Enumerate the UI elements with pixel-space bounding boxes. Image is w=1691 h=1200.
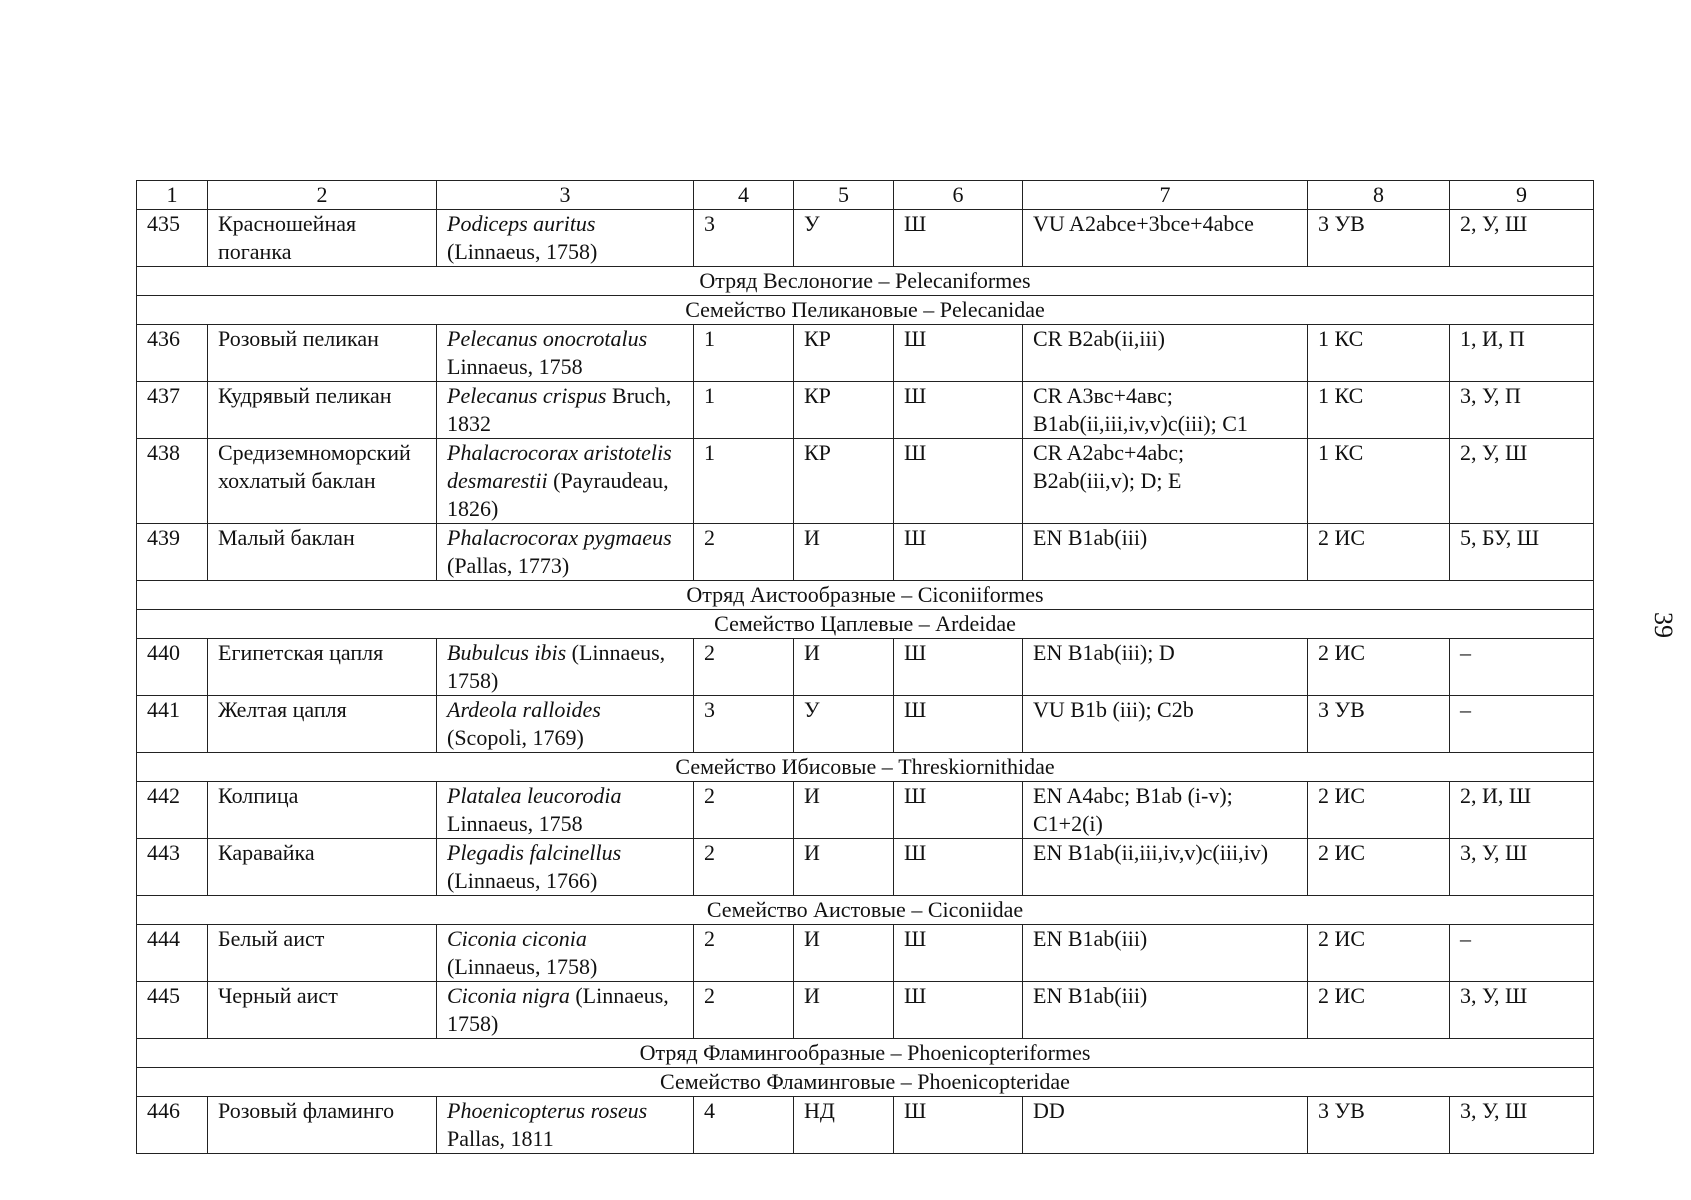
table-row bbox=[137, 982, 1594, 1039]
russian-name bbox=[208, 382, 437, 439]
table-row bbox=[137, 782, 1594, 839]
species-number: 442 bbox=[137, 782, 208, 839]
russian-name bbox=[208, 925, 437, 982]
scientific-name bbox=[437, 982, 694, 1039]
cell-line: EN B1ab(ii,iii,iv,v)c(iii,iv) bbox=[1033, 840, 1269, 865]
species-number: 441 bbox=[137, 696, 208, 753]
latin-name: Phoenicopterus roseus bbox=[447, 1098, 648, 1123]
cell-line: EN B1ab(iii) bbox=[1033, 983, 1148, 1008]
scientific-name bbox=[437, 696, 694, 753]
category-number: 2 bbox=[694, 639, 794, 696]
column-number: 1 bbox=[137, 181, 208, 210]
table-row bbox=[137, 639, 1594, 696]
species-number: 445 bbox=[137, 982, 208, 1039]
column-6-value: Ш bbox=[894, 839, 1023, 896]
author-citation: Linnaeus, 1758 bbox=[447, 811, 583, 836]
column-6-value: Ш bbox=[894, 696, 1023, 753]
column-9-value: – bbox=[1450, 696, 1594, 753]
taxon-group-title: Семейство Фламинговые – Phoenicopteridae bbox=[137, 1068, 1594, 1097]
latin-name: Phalacrocorax aristotelis desmarestii bbox=[447, 440, 672, 493]
latin-name: Pelecanus crispus bbox=[447, 383, 607, 408]
column-6-value: Ш bbox=[894, 925, 1023, 982]
iucn-criteria bbox=[1023, 1097, 1308, 1154]
species-number: 444 bbox=[137, 925, 208, 982]
russian-name bbox=[208, 325, 437, 382]
column-9-value: 1, И, П bbox=[1450, 325, 1594, 382]
iucn-criteria bbox=[1023, 839, 1308, 896]
category-code: У bbox=[794, 210, 894, 267]
latin-name: Phalacrocorax pygmaeus bbox=[447, 525, 672, 550]
species-number: 443 bbox=[137, 839, 208, 896]
taxon-group-row bbox=[137, 896, 1594, 925]
author-citation: (Scopoli, 1769) bbox=[447, 725, 584, 750]
taxon-group-row bbox=[137, 1068, 1594, 1097]
category-code: НД bbox=[794, 1097, 894, 1154]
category-number: 2 bbox=[694, 839, 794, 896]
column-number: 4 bbox=[694, 181, 794, 210]
species-number: 439 bbox=[137, 524, 208, 581]
scientific-name bbox=[437, 1097, 694, 1154]
column-6-value: Ш bbox=[894, 210, 1023, 267]
taxon-group-title: Семейство Цаплевые – Ardeidae bbox=[137, 610, 1594, 639]
species-table bbox=[136, 180, 1594, 1154]
scientific-name bbox=[437, 382, 694, 439]
scientific-name bbox=[437, 325, 694, 382]
iucn-criteria bbox=[1023, 925, 1308, 982]
taxon-group-title: Отряд Аистообразные – Ciconiiformes bbox=[137, 581, 1594, 610]
cell-line: Каравайка bbox=[218, 840, 315, 865]
taxon-group-row bbox=[137, 267, 1594, 296]
category-number: 3 bbox=[694, 696, 794, 753]
cell-line: Кудрявый пеликан bbox=[218, 383, 392, 408]
column-6-value: Ш bbox=[894, 325, 1023, 382]
column-6-value: Ш bbox=[894, 982, 1023, 1039]
species-number: 440 bbox=[137, 639, 208, 696]
table-row bbox=[137, 382, 1594, 439]
category-number: 2 bbox=[694, 925, 794, 982]
scientific-name bbox=[437, 210, 694, 267]
table-row bbox=[137, 1097, 1594, 1154]
category-code: И bbox=[794, 524, 894, 581]
russian-name bbox=[208, 210, 437, 267]
column-9-value: 2, И, Ш bbox=[1450, 782, 1594, 839]
taxon-group-title: Отряд Веслоногие – Pelecaniformes bbox=[137, 267, 1594, 296]
cell-line: Средиземноморский bbox=[218, 440, 411, 465]
cell-line: EN B1ab(iii) bbox=[1033, 926, 1148, 951]
category-code: И bbox=[794, 982, 894, 1039]
taxon-group-title: Семейство Пеликановые – Pelecanidae bbox=[137, 296, 1594, 325]
scientific-name bbox=[437, 839, 694, 896]
iucn-criteria bbox=[1023, 696, 1308, 753]
column-6-value: Ш bbox=[894, 439, 1023, 524]
scientific-name bbox=[437, 439, 694, 524]
russian-name bbox=[208, 982, 437, 1039]
iucn-criteria bbox=[1023, 210, 1308, 267]
column-number: 5 bbox=[794, 181, 894, 210]
iucn-criteria bbox=[1023, 982, 1308, 1039]
cell-line: DD bbox=[1033, 1098, 1065, 1123]
cell-line: EN B1ab(iii); D bbox=[1033, 640, 1175, 665]
column-9-value: 2, У, Ш bbox=[1450, 210, 1594, 267]
cell-line: Розовый фламинго bbox=[218, 1098, 395, 1123]
table-row bbox=[137, 524, 1594, 581]
category-number: 2 bbox=[694, 982, 794, 1039]
category-code: И bbox=[794, 839, 894, 896]
cell-line: CR B2ab(ii,iii) bbox=[1033, 326, 1165, 351]
scientific-name bbox=[437, 639, 694, 696]
category-code: У bbox=[794, 696, 894, 753]
species-number: 438 bbox=[137, 439, 208, 524]
category-number: 2 bbox=[694, 524, 794, 581]
cell-line: Красношейная bbox=[218, 211, 357, 236]
column-6-value: Ш bbox=[894, 782, 1023, 839]
species-number: 446 bbox=[137, 1097, 208, 1154]
category-code: И bbox=[794, 925, 894, 982]
table-row bbox=[137, 325, 1594, 382]
table-row bbox=[137, 210, 1594, 267]
column-9-value: – bbox=[1450, 925, 1594, 982]
russian-name bbox=[208, 782, 437, 839]
regional-status: 3 УВ bbox=[1308, 210, 1450, 267]
author-citation: (Pallas, 1773) bbox=[447, 553, 570, 578]
regional-status: 2 ИС bbox=[1308, 839, 1450, 896]
cell-line: EN B1ab(iii) bbox=[1033, 525, 1148, 550]
cell-line: CR A3вс+4авс; bbox=[1033, 383, 1173, 408]
iucn-criteria bbox=[1023, 325, 1308, 382]
russian-name bbox=[208, 524, 437, 581]
iucn-criteria bbox=[1023, 439, 1308, 524]
iucn-criteria bbox=[1023, 382, 1308, 439]
regional-status: 2 ИС bbox=[1308, 524, 1450, 581]
column-number: 8 bbox=[1308, 181, 1450, 210]
cell-line: B1ab(ii,iii,iv,v)c(iii); C1 bbox=[1033, 411, 1248, 436]
cell-line: Черный аист bbox=[218, 983, 338, 1008]
author-citation: Bruch, 1832 bbox=[447, 383, 672, 436]
category-code: КР bbox=[794, 382, 894, 439]
column-6-value: Ш bbox=[894, 1097, 1023, 1154]
cell-line: поганка bbox=[218, 239, 292, 264]
table-row bbox=[137, 839, 1594, 896]
iucn-criteria bbox=[1023, 782, 1308, 839]
species-number: 437 bbox=[137, 382, 208, 439]
russian-name bbox=[208, 696, 437, 753]
russian-name bbox=[208, 839, 437, 896]
latin-name: Ardeola ralloides bbox=[447, 697, 601, 722]
cell-line: VU A2abce+3bce+4abce bbox=[1033, 211, 1254, 236]
cell-line: CR A2abc+4abc; bbox=[1033, 440, 1185, 465]
column-number: 2 bbox=[208, 181, 437, 210]
author-citation: (Linnaeus, 1758) bbox=[447, 239, 598, 264]
author-citation: Linnaeus, 1758 bbox=[447, 354, 583, 379]
column-9-value: 5, БУ, Ш bbox=[1450, 524, 1594, 581]
cell-line: B2ab(iii,v); D; E bbox=[1033, 468, 1182, 493]
taxon-group-row bbox=[137, 1039, 1594, 1068]
column-9-value: 3, У, Ш bbox=[1450, 982, 1594, 1039]
column-9-value: 3, У, Ш bbox=[1450, 839, 1594, 896]
iucn-criteria bbox=[1023, 639, 1308, 696]
taxon-group-title: Семейство Ибисовые – Threskiornithidae bbox=[137, 753, 1594, 782]
latin-name: Plegadis falcinellus bbox=[447, 840, 622, 865]
cell-line: VU B1b (iii); C2b bbox=[1033, 697, 1194, 722]
column-9-value: 2, У, Ш bbox=[1450, 439, 1594, 524]
author-citation: (Linnaeus, 1758) bbox=[447, 954, 598, 979]
table-row bbox=[137, 925, 1594, 982]
latin-name: Pelecanus onocrotalus bbox=[447, 326, 648, 351]
column-number: 6 bbox=[894, 181, 1023, 210]
species-number: 435 bbox=[137, 210, 208, 267]
taxon-group-title: Семейство Аистовые – Ciconiidae bbox=[137, 896, 1594, 925]
category-number: 4 bbox=[694, 1097, 794, 1154]
author-citation: (Linnaeus, 1766) bbox=[447, 868, 598, 893]
category-code: И bbox=[794, 782, 894, 839]
category-number: 1 bbox=[694, 439, 794, 524]
author-citation: (Linnaeus, 1758) bbox=[447, 983, 669, 1036]
latin-name: Bubulcus ibis bbox=[447, 640, 567, 665]
cell-line: Колпица bbox=[218, 783, 299, 808]
iucn-criteria bbox=[1023, 524, 1308, 581]
cell-line: Желтая цапля bbox=[218, 697, 347, 722]
author-citation: Pallas, 1811 bbox=[447, 1126, 554, 1151]
author-citation: (Linnaeus, 1758) bbox=[447, 640, 666, 693]
regional-status: 2 ИС bbox=[1308, 982, 1450, 1039]
column-number-row bbox=[137, 181, 1594, 210]
scientific-name bbox=[437, 925, 694, 982]
regional-status: 3 УВ bbox=[1308, 1097, 1450, 1154]
regional-status: 2 ИС bbox=[1308, 639, 1450, 696]
category-number: 1 bbox=[694, 382, 794, 439]
latin-name: Ciconia nigra bbox=[447, 983, 570, 1008]
column-6-value: Ш bbox=[894, 524, 1023, 581]
regional-status: 1 КС bbox=[1308, 325, 1450, 382]
russian-name bbox=[208, 1097, 437, 1154]
page-number: 39 bbox=[1649, 612, 1678, 638]
taxon-group-row bbox=[137, 296, 1594, 325]
column-9-value: 3, У, Ш bbox=[1450, 1097, 1594, 1154]
column-6-value: Ш bbox=[894, 382, 1023, 439]
category-number: 1 bbox=[694, 325, 794, 382]
taxon-group-row bbox=[137, 581, 1594, 610]
taxon-group-title: Отряд Фламингообразные – Phoenicopteriformes bbox=[137, 1039, 1594, 1068]
regional-status: 2 ИС bbox=[1308, 925, 1450, 982]
column-9-value: 3, У, П bbox=[1450, 382, 1594, 439]
russian-name bbox=[208, 639, 437, 696]
russian-name bbox=[208, 439, 437, 524]
latin-name: Platalea leucorodia bbox=[447, 783, 622, 808]
category-number: 3 bbox=[694, 210, 794, 267]
species-number: 436 bbox=[137, 325, 208, 382]
taxon-group-row bbox=[137, 610, 1594, 639]
column-number: 9 bbox=[1450, 181, 1594, 210]
cell-line: хохлатый баклан bbox=[218, 468, 376, 493]
cell-line: Розовый пеликан bbox=[218, 326, 379, 351]
regional-status: 1 КС bbox=[1308, 439, 1450, 524]
cell-line: Белый аист bbox=[218, 926, 325, 951]
category-code: КР bbox=[794, 325, 894, 382]
category-code: КР bbox=[794, 439, 894, 524]
regional-status: 2 ИС bbox=[1308, 782, 1450, 839]
latin-name: Podiceps auritus bbox=[447, 211, 596, 236]
cell-line: EN A4abc; B1ab (i-v); bbox=[1033, 783, 1233, 808]
column-number: 3 bbox=[437, 181, 694, 210]
scientific-name bbox=[437, 782, 694, 839]
category-number: 2 bbox=[694, 782, 794, 839]
table-row bbox=[137, 439, 1594, 524]
cell-line: Египетская цапля bbox=[218, 640, 384, 665]
taxon-group-row bbox=[137, 753, 1594, 782]
column-9-value: – bbox=[1450, 639, 1594, 696]
column-number: 7 bbox=[1023, 181, 1308, 210]
latin-name: Ciconia ciconia bbox=[447, 926, 587, 951]
column-6-value: Ш bbox=[894, 639, 1023, 696]
scientific-name bbox=[437, 524, 694, 581]
cell-line: C1+2(i) bbox=[1033, 811, 1103, 836]
author-citation: (Payraudeau, 1826) bbox=[447, 468, 669, 521]
regional-status: 3 УВ bbox=[1308, 696, 1450, 753]
table-row bbox=[137, 696, 1594, 753]
regional-status: 1 КС bbox=[1308, 382, 1450, 439]
category-code: И bbox=[794, 639, 894, 696]
cell-line: Малый баклан bbox=[218, 525, 355, 550]
